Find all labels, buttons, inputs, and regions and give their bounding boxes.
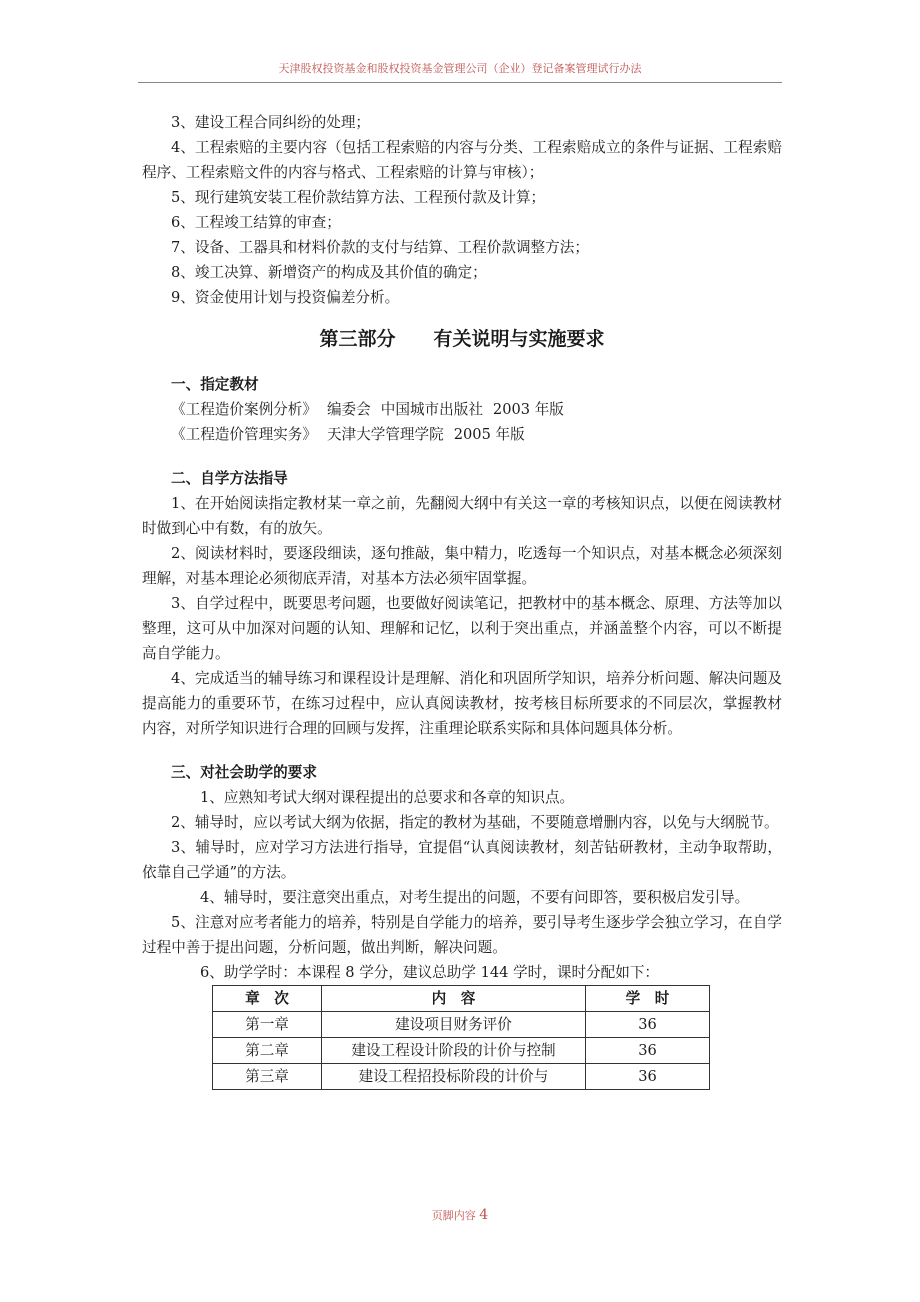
paragraph: 4、辅导时，要注意突出重点，对考生提出的问题，不要有问即答，要积极启发引导。 <box>200 889 750 906</box>
paragraph: 2、阅读材料时，要逐段细读，逐句推敲，集中精力，吃透每一个知识点，对基本概念必须深刻理解，对基本理论必须彻底弄清，对基本方法必须牢固掌握。 <box>142 545 782 587</box>
column-header: 学 时 <box>586 986 710 1012</box>
list-item: 3、建设工程合同纠纷的处理； <box>171 114 371 131</box>
table-header-row <box>213 986 710 1012</box>
hours-cell: 36 <box>586 1038 710 1064</box>
table-row <box>213 1012 710 1038</box>
table-row <box>213 1064 710 1090</box>
paragraph: 1、应熟知考试大纲对课程提出的总要求和各章的知识点。 <box>200 789 575 806</box>
page-number: 4 <box>479 1207 489 1223</box>
column-header: 章 次 <box>213 986 322 1012</box>
paragraph: 2、辅导时，应以考试大纲为依据，指定的教材为基础，不要随意增删内容，以免与大纲脱节。 <box>171 814 779 831</box>
hours-table <box>212 985 710 1090</box>
paragraph: 6、助学学时：本课程 8 学分，建议总助学 144 学时，课时分配如下： <box>200 964 660 981</box>
part-title <box>142 324 782 354</box>
content-cell: 建设项目财务评价 <box>322 1012 586 1038</box>
footer-label: 页脚内容 <box>431 1209 476 1222</box>
list-item: 8、竣工决算、新增资产的构成及其价值的确定； <box>171 264 487 281</box>
hours-cell: 36 <box>586 1012 710 1038</box>
part-number: 第三部分 <box>319 328 396 350</box>
list-item: 9、资金使用计划与投资偏差分析。 <box>171 289 400 306</box>
paragraph: 3、自学过程中，既要思考问题，也要做好阅读笔记，把教材中的基本概念、原理、方法等加以整理，这可从中加深对问题的认知、理解和记忆，以利于突出重点，并涵盖整个内容，可以不断提高自学能力。 <box>142 595 782 662</box>
list-item: 4、工程索赔的主要内容（包括工程索赔的内容与分类、工程索赔成立的条件与证据、工程索赔程序、工程索赔文件的内容与格式、工程索赔的计算与审核）； <box>142 139 782 181</box>
textbook-entry: 《工程造价管理实务》 天津大学管理学院 2005 年版 <box>171 426 525 443</box>
chapter-cell: 第三章 <box>213 1064 322 1090</box>
section-heading: 三、对社会助学的要求 <box>171 764 317 781</box>
textbook-entry: 《工程造价案例分析》 编委会 中国城市出版社 2003 年版 <box>171 401 564 418</box>
paragraph: 5、注意对应考者能力的培养，特别是自学能力的培养，要引导考生逐步学会独立学习，在自学过程中善于提出问题，分析问题，做出判断，解决问题。 <box>142 914 782 956</box>
running-header: 天津股权投资基金和股权投资基金管理公司（企业）登记备案管理试行办法 <box>138 60 782 83</box>
section-heading: 一、指定教材 <box>171 376 259 393</box>
paragraph: 4、完成适当的辅导练习和课程设计是理解、消化和巩固所学知识，培养分析问题、解决问题及提高能力的重要环节，在练习过程中，应认真阅读教材，按考核目标所要求的不同层次，掌握教材内容，对所学知识进行合理的回顾与发挥，注重理论联系实际和具体问题具体分析。 <box>142 670 782 737</box>
paragraph: 1、在开始阅读指定教材某一章之前，先翻阅大纲中有关这一章的考核知识点，以便在阅读教材时做到心中有数，有的放矢。 <box>142 495 782 537</box>
list-item: 7、设备、工器具和材料价款的支付与结算、工程价款调整方法； <box>171 239 589 256</box>
part-name: 有关说明与实施要求 <box>433 328 605 350</box>
chapter-cell: 第一章 <box>213 1012 322 1038</box>
list-item: 6、工程竣工结算的审查； <box>171 214 341 231</box>
content-cell: 建设工程招投标阶段的计价与 <box>322 1064 586 1090</box>
paragraph: 3、辅导时，应对学习方法进行指导，宜提倡“认真阅读教材，刻苦钻研教材，主动争取帮助，依靠自己学通”的方法。 <box>142 839 782 881</box>
column-header: 内 容 <box>322 986 586 1012</box>
page-footer <box>0 1207 920 1223</box>
section-heading: 二、自学方法指导 <box>171 470 288 487</box>
content-cell: 建设工程设计阶段的计价与控制 <box>322 1038 586 1064</box>
chapter-cell: 第二章 <box>213 1038 322 1064</box>
hours-cell: 36 <box>586 1064 710 1090</box>
list-item: 5、现行建筑安装工程价款结算方法、工程预付款及计算； <box>171 189 546 206</box>
page-body <box>142 110 782 1090</box>
table-row <box>213 1038 710 1064</box>
